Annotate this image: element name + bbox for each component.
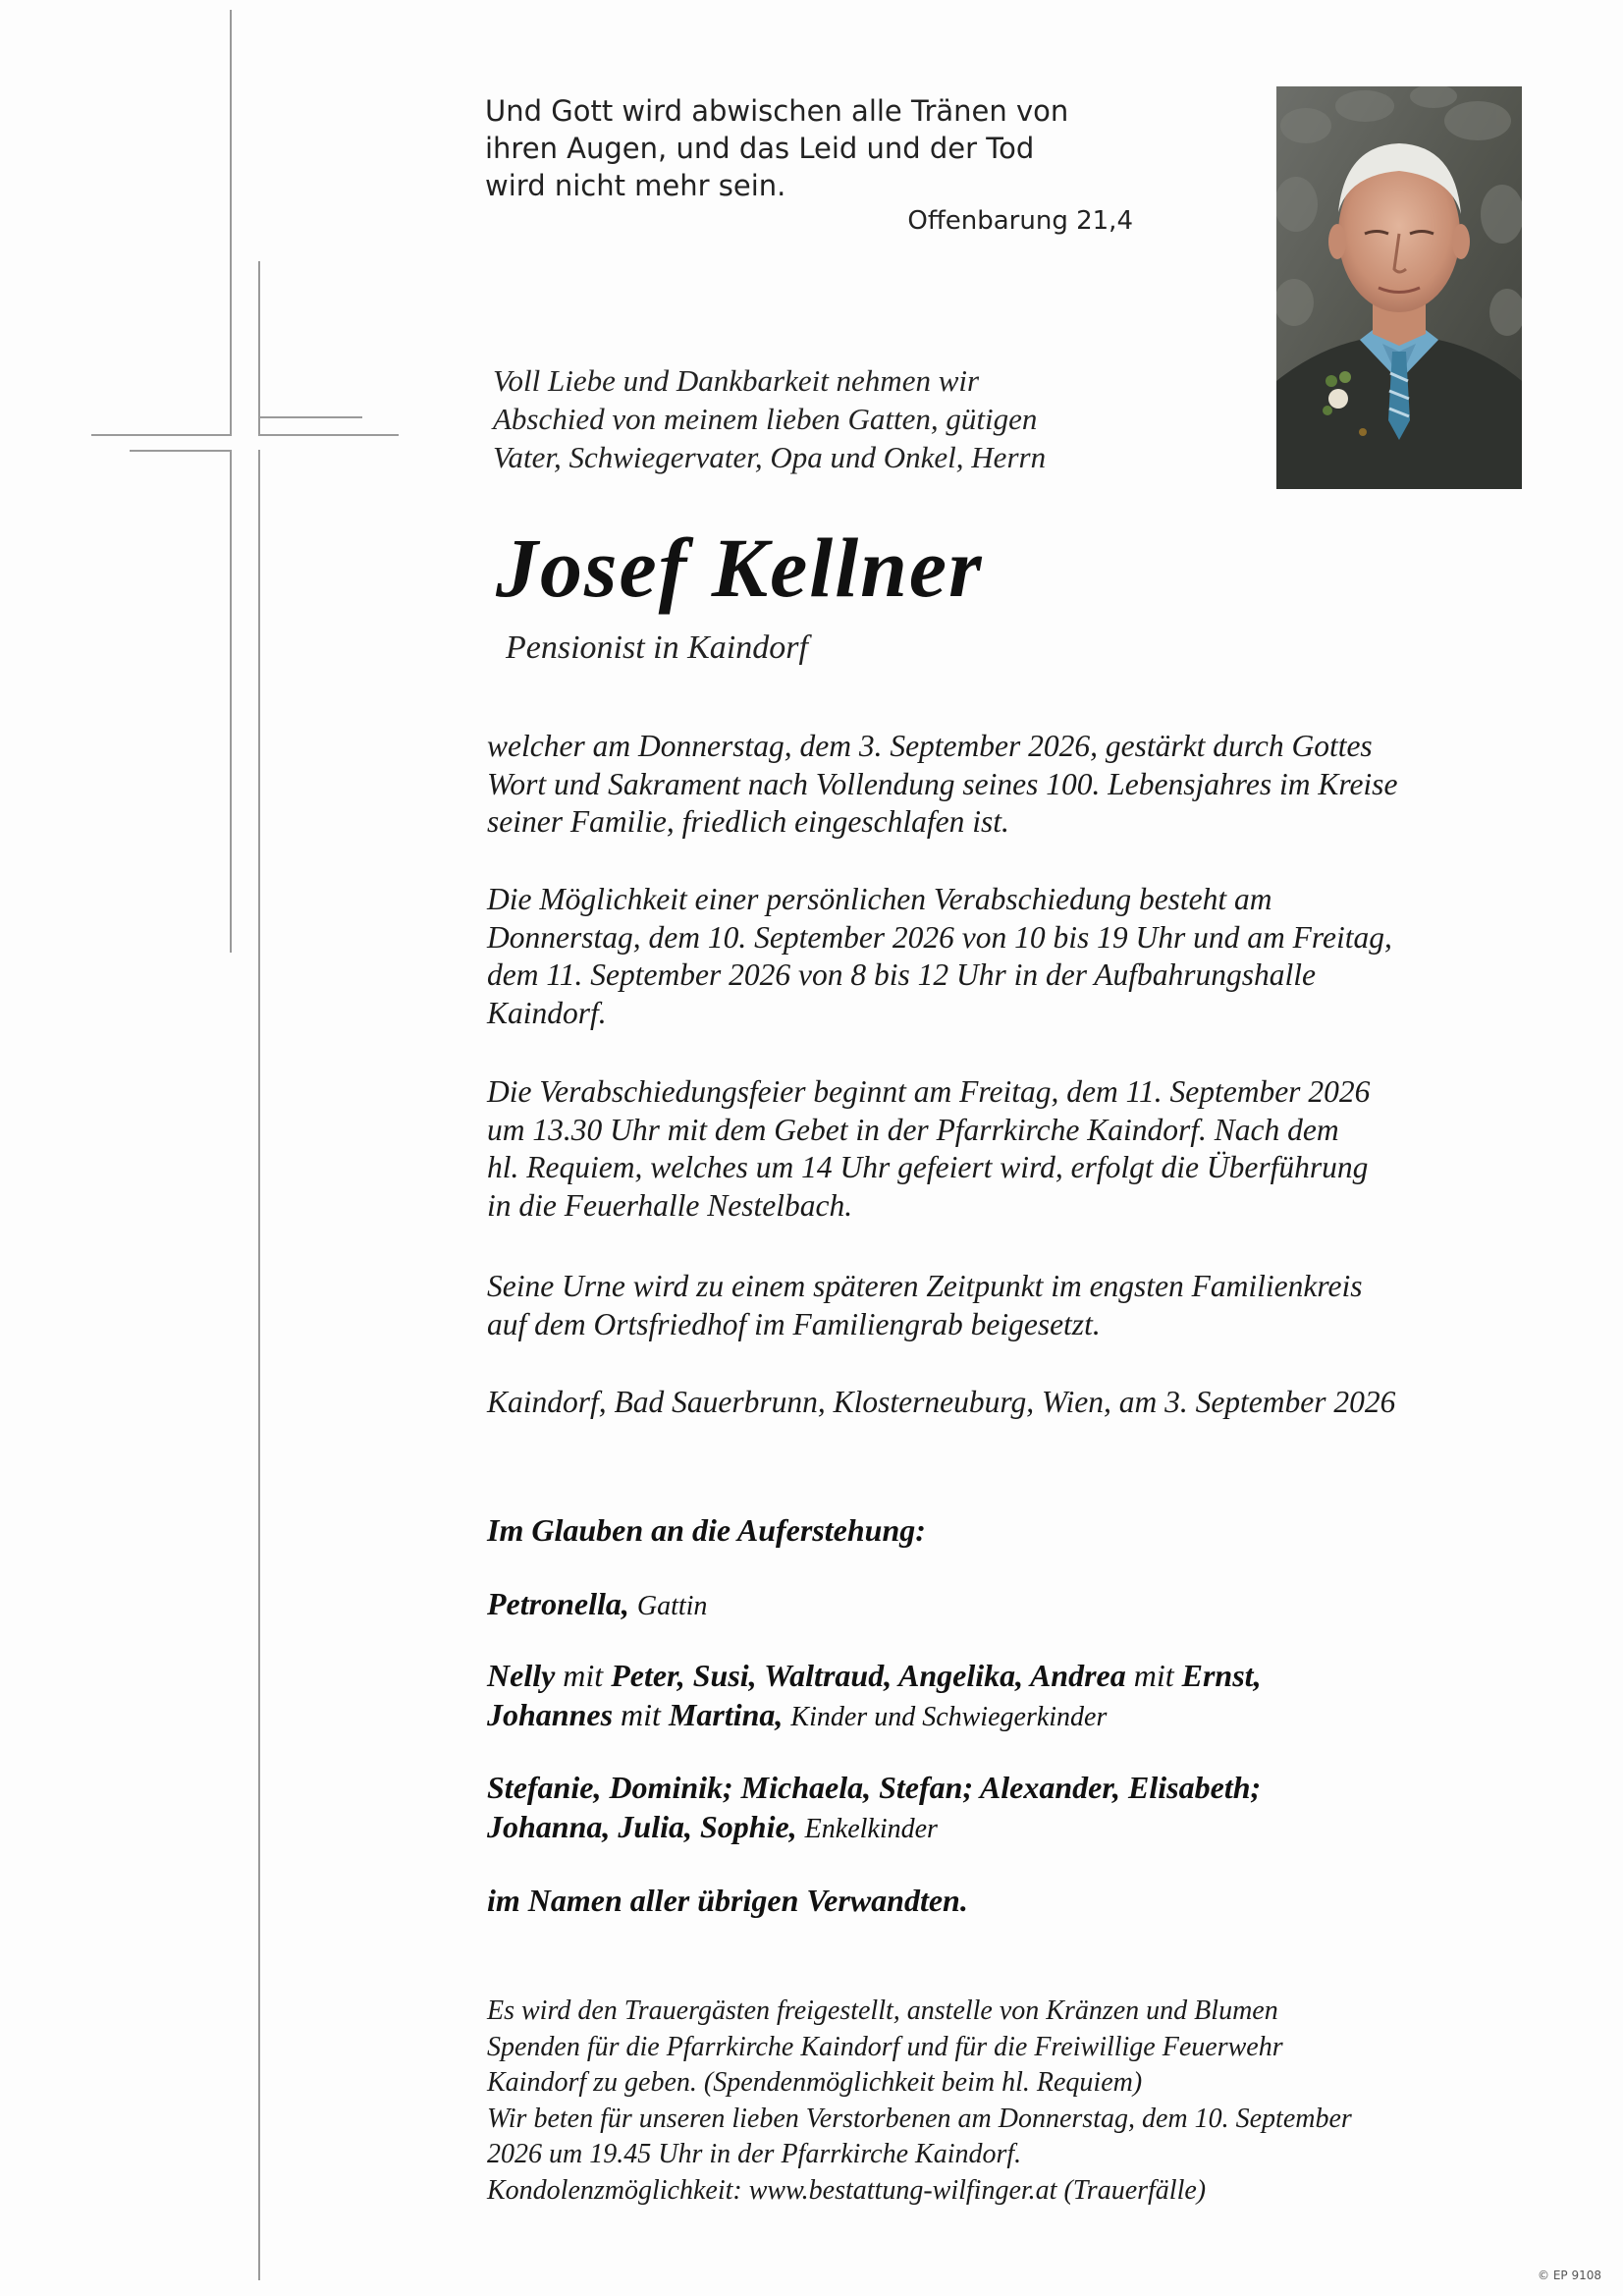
body-line: auf dem Ortsfriedhof im Familiengrab beigesetzt. — [487, 1306, 1101, 1341]
burial-paragraph — [487, 1268, 1547, 1343]
connector-text: mit — [1125, 1658, 1182, 1693]
closing-notes — [487, 1994, 1547, 2209]
closing-line: Spenden für die Pfarrkirche Kaindorf und für die Freiwillige Feuerwehr — [487, 2031, 1283, 2062]
body-line: Seine Urne wird zu einem späteren Zeitpunkt im engsten Familienkreis — [487, 1269, 1363, 1303]
place-date-line: Kaindorf, Bad Sauerbrunn, Klosterneuburg, Wien, am 3. September 2026 — [487, 1385, 1396, 1419]
connector-text: mit — [613, 1697, 669, 1732]
child-name: Ernst, — [1181, 1658, 1262, 1693]
closing-line: Wir beten für unseren lieben Verstorbenen am Donnerstag, dem 10. September — [487, 2103, 1352, 2134]
mourner-children — [487, 1656, 1547, 1737]
body-line: hl. Requiem, welches um 14 Uhr gefeiert wird, erfolgt die Überführung — [487, 1150, 1369, 1184]
body-line: seiner Familie, friedlich eingeschlafen ist. — [487, 804, 1009, 839]
mourners-heading: Im Glauben an die Auferstehung: — [487, 1512, 926, 1548]
closing-line: Kaindorf zu geben. (Spendenmöglichkeit beim hl. Requiem) — [487, 2067, 1143, 2098]
body-line: Die Verabschiedungsfeier beginnt am Freitag, dem 11. September 2026 — [487, 1074, 1371, 1109]
verse-line: ihren Augen, und das Leid und der Tod — [485, 132, 1035, 165]
intro-text — [493, 361, 1239, 476]
child-name: Martina, — [668, 1697, 784, 1732]
deceased-name: Josef Kellner — [496, 520, 984, 615]
closing-line: Kondolenzmöglichkeit: www.bestattung-wilfinger.at (Trauerfälle) — [487, 2174, 1207, 2206]
cross-horizontal-left-bottom — [130, 450, 232, 452]
death-announcement-paragraph — [487, 728, 1547, 842]
cross-vertical-right-top — [258, 261, 260, 434]
cross-horizontal-right-top — [258, 434, 399, 436]
grandchildren-names: Stefanie, Dominik; Michaela, Stefan; Alexander, Elisabeth; — [487, 1770, 1262, 1805]
cross-horizontal-right-mid — [258, 416, 362, 418]
cross-vertical-left-top — [230, 10, 232, 434]
body-line: Kaindorf. — [487, 995, 607, 1030]
body-line: in die Feuerhalle Nestelbach. — [487, 1187, 853, 1223]
spouse-name: Petronella, — [487, 1586, 629, 1621]
verse-line: wird nicht mehr sein. — [485, 169, 786, 202]
intro-line: Voll Liebe und Dankbarkeit nehmen wir — [493, 363, 980, 398]
body-line: welcher am Donnerstag, dem 3. September 2026, gestärkt durch Gottes — [487, 729, 1373, 763]
child-name: Johannes — [487, 1697, 614, 1732]
mourner-spouse — [487, 1584, 1547, 1626]
intro-line: Abschied von meinem lieben Gatten, gütigen — [493, 402, 1038, 436]
child-name: Peter, Susi, Waltraud, Angelika, Andrea — [611, 1658, 1126, 1693]
body-line: Wort und Sakrament nach Vollendung seines 100. Lebensjahres im Kreise — [487, 766, 1398, 801]
cross-vertical-left-bottom — [230, 450, 232, 953]
children-line-1 — [487, 1656, 1547, 1695]
footer-code: © EP 9108 — [1538, 2269, 1601, 2282]
body-line: um 13.30 Uhr mit dem Gebet in der Pfarrkirche Kaindorf. Nach dem — [487, 1112, 1339, 1147]
connector-text: mit — [555, 1658, 612, 1693]
other-relatives-line: im Namen aller übrigen Verwandten. — [487, 1883, 968, 1918]
viewing-paragraph — [487, 881, 1547, 1032]
closing-line: 2026 um 19.45 Uhr in der Pfarrkirche Kaindorf. — [487, 2139, 1022, 2169]
cross-horizontal-left-top — [91, 434, 232, 436]
verse-line: Und Gott wird abwischen alle Tränen von — [485, 94, 1069, 128]
ceremony-paragraph — [487, 1073, 1547, 1225]
children-line-2 — [487, 1695, 1547, 1737]
portrait-image — [1276, 86, 1522, 489]
portrait-photo — [1276, 86, 1522, 489]
body-line: Donnerstag, dem 10. September 2026 von 10 bis 19 Uhr und am Freitag, — [487, 919, 1392, 955]
closing-line: Es wird den Trauergästen freigestellt, anstelle von Kränzen und Blumen — [487, 1995, 1278, 2026]
intro-line: Vater, Schwiegervater, Opa und Onkel, Herrn — [493, 440, 1047, 474]
deceased-occupation: Pensionist in Kaindorf — [506, 629, 808, 666]
grandchildren-relation: Enkelkinder — [804, 1814, 938, 1844]
bible-verse — [485, 92, 1113, 204]
verse-source: Offenbarung 21,4 — [907, 206, 1133, 236]
body-line: Die Möglichkeit einer persönlichen Verabschiedung besteht am — [487, 882, 1272, 916]
body-line: dem 11. September 2026 von 8 bis 12 Uhr in der Aufbahrungshalle — [487, 957, 1317, 992]
spouse-relation: Gattin — [636, 1591, 708, 1621]
grandchildren-names: Johanna, Julia, Sophie, — [487, 1809, 797, 1844]
cross-vertical-right-bottom — [258, 450, 260, 2280]
children-relation: Kinder und Schwiegerkinder — [790, 1702, 1108, 1732]
child-name: Nelly — [487, 1658, 556, 1693]
mourner-grandchildren — [487, 1768, 1547, 1849]
